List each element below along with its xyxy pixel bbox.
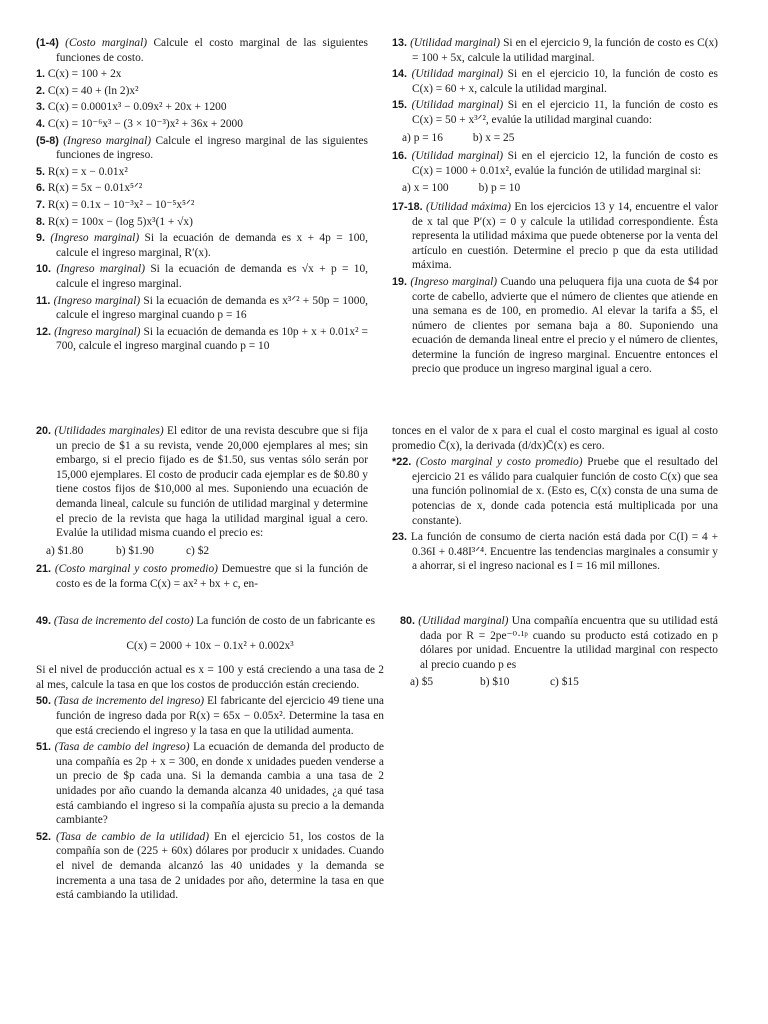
answer-option: b) $1.90 — [116, 544, 154, 557]
exercise — [36, 36, 368, 65]
exercise — [36, 740, 384, 828]
exercise-topic: (Utilidad marginal) — [411, 150, 504, 163]
exercise-text: Si la ecuación de demanda es √x + p = 10, calcule el ingreso marginal. — [56, 263, 368, 290]
exercise-topic: (Utilidades marginales) — [54, 425, 164, 437]
answer-option: b) p = 10 — [478, 182, 521, 195]
exercise — [36, 262, 368, 291]
exercise-text: C(x) = 40 + (ln 2)x² — [47, 84, 139, 97]
exercise-number: 12. — [36, 325, 52, 338]
exercise-text: Calcule el costo marginal de las siguientes funciones de costo. — [56, 37, 368, 64]
exercise-number: 23. — [392, 531, 408, 544]
exercise — [392, 67, 718, 96]
exercise-topic: (Costo marginal y costo promedio) — [54, 563, 218, 576]
exercise-number: 6. — [36, 182, 46, 195]
exercise — [36, 424, 368, 541]
answer-option: b) $10 — [480, 676, 510, 689]
exercise-number: (5-8) — [36, 134, 59, 147]
exercise-number: 51. — [36, 741, 52, 754]
exercise — [36, 562, 368, 591]
exercise-number: 9. — [36, 232, 46, 245]
exercise-topic: (Tasa de cambio de la utilidad) — [56, 830, 210, 843]
exercise-number: 20. — [36, 425, 52, 437]
exercise-number: 50. — [36, 695, 52, 708]
exercise — [400, 614, 718, 672]
exercise-number: 3. — [36, 101, 46, 114]
exercise — [392, 424, 718, 453]
exercise-topic: (Utilidad marginal) — [411, 68, 504, 81]
exercise-text: Calcule el ingreso marginal de las siguientes funciones de ingreso. — [56, 134, 368, 162]
exercise-number: 15. — [392, 99, 408, 112]
exercise-text: El editor de una revista descubre que si fija un precio de $1 a su revista, vende 20,000 ejemplares al mes; sin embargo, si el precio fijado es de $1.50, sus ventas sólo serán por 15,000 ejemplares. El costo de producir cada ejemplar es de $0.80 y tiene costos fijos de $10,000 al mes. Suponiendo una ecuación de demanda lineal, calcule su función de utilidad marginal y determine el precio de la revista que haga la utilidad marginal igual a cero. Evalúe la utilidad misma cuando el precio es: — [56, 425, 368, 540]
exercise-topic: (Tasa de incremento del ingreso) — [54, 695, 205, 708]
section-2-left — [36, 424, 368, 594]
exercise — [36, 100, 368, 115]
exercise-text: tonces en el valor de x para el cual el costo marginal es igual al costo promedio C̄(x), la derivada (d/dx)C̄(x) es cero. — [392, 425, 718, 452]
section-3-right — [400, 614, 718, 694]
exercise-text: Una compañía encuentra que su utilidad está dada por R = 2pe⁻⁰·¹ᵖ cuando su producto está cotizado en p dólares por unidad. Encuentre la utilidad marginal con respecto al precio cuando p es — [420, 615, 718, 671]
exercise-topic: (Utilidad máxima) — [425, 200, 511, 213]
exercise-number: *22. — [392, 456, 412, 469]
exercise-number: 2. — [36, 84, 46, 97]
answer-option: c) $2 — [186, 544, 210, 557]
exercise-topic: (Ingreso marginal) — [53, 294, 141, 307]
exercise-text: En el ejercicio 51, los costos de la compañía son de (225 + 60x) dólares por producir x unidades. Cuando el nivel de demanda alcanzó las 40 unidades y la demanda se incrementa a una tasa de 2 unidades por año, determine la tasa en que está cambiando la utilidad. — [56, 830, 384, 902]
answer-options — [400, 675, 718, 690]
exercise-number: 49. — [36, 615, 52, 627]
exercise-text: R(x) = 100x − (log 5)x³(1 + √x) — [47, 215, 193, 228]
exercise — [392, 530, 718, 574]
exercise-text: Si en el ejercicio 12, la función de costo es C(x) = 1000 + 0.01x², evalúe la función de utilidad marginal si: — [412, 150, 718, 177]
exercise-number: 52. — [36, 830, 52, 843]
exercise-text: Si la ecuación de demanda es x + 4p = 100, calcule el ingreso marginal, R′(x). — [56, 232, 368, 259]
exercise-text: Si la ecuación de demanda es 10p + x + 0.01x² = 700, calcule el ingreso marginal cuando p = 10 — [56, 325, 368, 353]
answer-option: c) $15 — [550, 676, 579, 689]
exercise-topic: (Utilidad marginal) — [418, 615, 509, 627]
exercise-number: 80. — [400, 615, 416, 627]
exercise-text: Demuestre que si la función de costo es de la forma C(x) = ax² + bx + c, en- — [56, 563, 368, 590]
exercise-number: 10. — [36, 263, 52, 276]
exercise-text: R(x) = x − 0.01x² — [47, 165, 128, 178]
exercise-text: C(x) = 0.0001x³ − 0.09x² + 20x + 1200 — [47, 101, 227, 114]
exercise — [392, 275, 718, 377]
exercise-text: C(x) = 10⁻⁶x³ − (3 × 10⁻³)x² + 36x + 2000 — [47, 117, 243, 130]
exercise — [36, 663, 384, 692]
answer-option: b) x = 25 — [472, 131, 515, 144]
exercise-topic: (Ingreso marginal) — [410, 275, 498, 288]
exercise — [392, 36, 718, 65]
section-1-right — [392, 36, 718, 379]
exercise-number: 17-18. — [392, 200, 423, 213]
exercise-topic: (Ingreso marginal) — [54, 325, 141, 338]
exercise-number: 16. — [392, 150, 408, 163]
formula: C(x) = 2000 + 10x − 0.1x² + 0.002x³ — [126, 639, 294, 652]
exercise — [36, 165, 368, 180]
exercise-topic: (Ingreso marginal) — [56, 263, 146, 276]
exercise-number: 13. — [392, 37, 408, 49]
exercise-number: 1. — [36, 68, 46, 81]
exercise-text: En los ejercicios 13 y 14, encuentre el valor de x tal que P′(x) = 0 y calcule la utilidad correspondiente. Ésta representa la utilidad máxima que puede obtenerse por la venta del artículo en cuestión. Determine el precio p que da esta utilidad máxima. — [412, 200, 718, 272]
answer-options — [36, 544, 368, 559]
exercise-text: Cuando una peluquera fija una cuota de $4 por corte de cabello, advierte que el número de clientes que atiende en una semana es de 100, en promedio. Al elevar la tarifa a $5, el número de clientes por semana baja a 80. Suponiendo una ecuación de demanda lineal entre el precio y el número de clientes, determine la función de ingreso marginal. Encuentre entonces el precio que produce un ingreso marginal igual a cero. — [412, 275, 718, 376]
answer-options — [392, 131, 718, 146]
exercise-text: La función de consumo de cierta nación está dada por C(I) = 4 + 0.36I + 0.48I³ᐟ⁴. Encuentre las tendencias marginales a consumir y a ahorrar, si el ingreso nacional es I = 16 mil millones. — [410, 531, 718, 573]
exercise — [36, 198, 368, 213]
exercise — [36, 614, 384, 629]
answer-option: a) $5 — [410, 676, 434, 689]
answer-option: a) $1.80 — [46, 544, 84, 557]
exercise-topic: (Tasa de cambio del ingreso) — [54, 741, 190, 754]
exercise-number: 7. — [36, 198, 46, 211]
exercise — [392, 455, 718, 528]
exercise-topic: (Utilidad marginal) — [410, 37, 501, 49]
exercise-number: 4. — [36, 117, 46, 130]
exercise-number: (1-4) — [36, 37, 59, 49]
exercise-text: C(x) = 100 + 2x — [47, 68, 122, 81]
exercise-text: Si en el ejercicio 9, la función de costo es C(x) = 100 + 5x, calcule la utilidad marginal. — [412, 37, 718, 64]
exercise — [392, 98, 718, 127]
answer-option: a) p = 16 — [402, 131, 443, 144]
exercise — [36, 231, 368, 260]
exercise-text: Pruebe que el resultado del ejercicio 21 es válido para cualquier función de costo C(x) que sea una función polinomial de x. (Esto es, C(x) consta de una suma de potencias de x, donde cada potencia está multiplicada por una constante). — [412, 456, 718, 527]
exercise — [392, 200, 718, 273]
exercise-number: 8. — [36, 215, 46, 228]
exercise — [36, 181, 368, 196]
exercise-text: R(x) = 0.1x − 10⁻³x² − 10⁻⁵x⁵ᐟ² — [47, 198, 195, 211]
exercise-text: Si el nivel de producción actual es x = 100 y está creciendo a una tasa de 2 al mes, calcule la tasa en que los costos de producción están creciendo. — [36, 664, 384, 691]
exercise-number: 11. — [36, 294, 51, 307]
exercise — [36, 830, 384, 903]
exercise — [36, 294, 368, 323]
exercise-number: 14. — [392, 68, 408, 81]
exercise — [36, 67, 368, 82]
exercise — [36, 117, 368, 132]
answer-option: a) x = 100 — [402, 182, 449, 195]
exercise — [392, 149, 718, 178]
exercise-text: Si en el ejercicio 10, la función de costo es C(x) = 60 + x, calcule la utilidad marginal. — [412, 68, 718, 95]
exercise-topic: (Utilidad marginal) — [411, 99, 504, 112]
exercise-text: Si en el ejercicio 11, la función de costo es C(x) = 50 + x³ᐟ², evalúe la utilidad marginal cuando: — [412, 99, 718, 126]
section-3-left — [36, 614, 384, 905]
exercise-number: 5. — [36, 165, 46, 178]
exercise — [36, 325, 368, 354]
exercise — [36, 215, 368, 230]
exercise — [36, 134, 368, 163]
exercise — [36, 694, 384, 738]
exercise — [36, 84, 368, 99]
exercise-topic: (Costo marginal) — [65, 37, 148, 49]
exercise-topic: (Costo marginal y costo promedio) — [415, 456, 583, 469]
section-2-right — [392, 424, 718, 576]
exercise-text: Si la ecuación de demanda es x³ᐟ² + 50p = 1000, calcule el ingreso marginal cuando p = 16 — [56, 294, 368, 322]
exercise-topic: (Ingreso marginal) — [50, 232, 140, 245]
section-1-left — [36, 36, 368, 356]
exercise-topic: (Ingreso marginal) — [63, 134, 152, 147]
exercise-text: El fabricante del ejercicio 49 tiene una función de ingreso dada por R(x) = 65x − 0.05x². Determine la tasa en que está creciendo el ingreso y la tasa en que la utilidad aumenta. — [56, 695, 384, 737]
exercise-topic: (Tasa de incremento del costo) — [53, 615, 194, 627]
exercise-number: 19. — [392, 275, 408, 288]
exercise-text: R(x) = 5x − 0.01x⁵ᐟ² — [47, 182, 143, 195]
exercise-text: La ecuación de demanda del producto de una compañía es 2p + x = 300, en donde x unidades pueden venderse a un precio de $p cada una. Si la demanda cambia a una tasa de 2 unidades por año cuando la demanda alcanza 40 unidades, ¿a qué tasa está cambiando el ingreso si la compañía ajusta su precio a la demanda cambiante? — [56, 741, 384, 827]
answer-options — [392, 181, 718, 196]
exercise-text: La función de costo de un fabricante es — [193, 615, 376, 627]
exercise-number: 21. — [36, 563, 52, 576]
